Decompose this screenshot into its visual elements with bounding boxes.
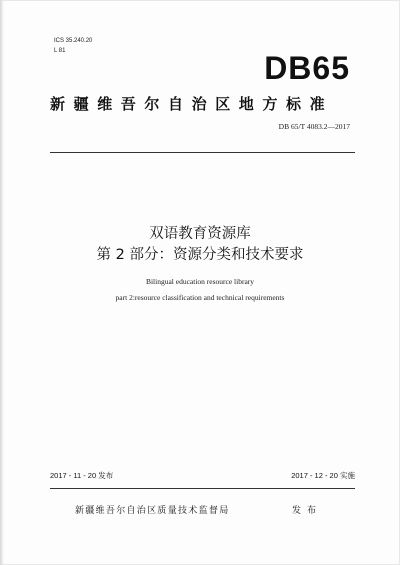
issue-date: 2017 - 11 - 20 发布: [50, 471, 114, 480]
header-divider: [50, 152, 355, 153]
issue-label: 发布: [292, 506, 323, 516]
ccs-code: L 81: [54, 48, 66, 54]
title-chinese-line-1: 双语教育资源库: [149, 226, 251, 242]
issuing-authority: 新疆维吾尔自治区质量技术监督局: [75, 506, 230, 516]
title-english-line-1: Bilingual education resource library: [145, 277, 255, 286]
footer-divider: [50, 488, 355, 489]
title-chinese-line-2: 第 2 部分：资源分类和技术要求: [96, 247, 304, 263]
classification-codes: [54, 36, 92, 56]
ics-code: ICS 35.240.20: [54, 38, 93, 44]
db-standard-mark: DB65: [264, 50, 350, 86]
implementation-date: 2017 - 12 - 20 实施: [291, 471, 355, 480]
standard-type-title: 新疆维吾尔自治区地方标准: [50, 95, 334, 113]
title-english-line-2: part 2:resource classification and technical requirements: [115, 293, 285, 302]
standard-number: DB 65/T 4083.2—2017: [278, 122, 350, 131]
